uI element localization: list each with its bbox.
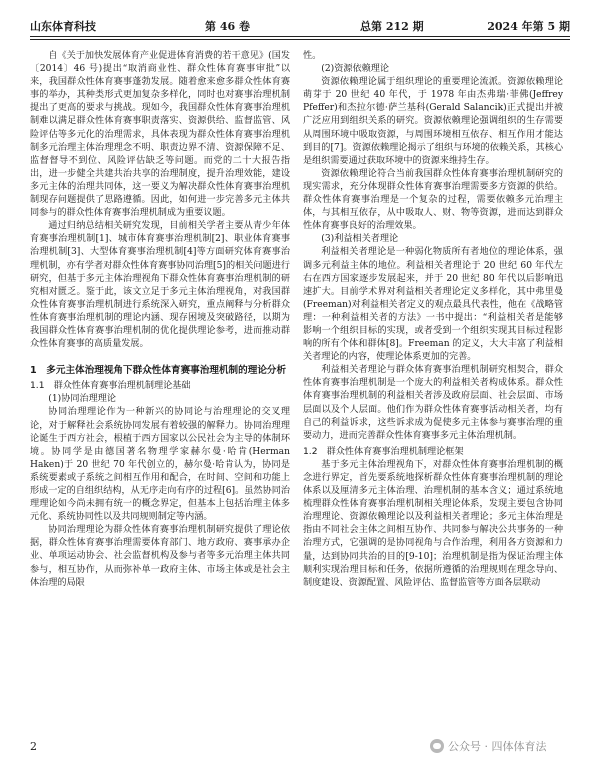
- paragraph: 自《关于加快发展体育产业促进体育消费的若干意见》(国发〔2014〕46 号)提出“取消商业性、群众性体育赛事审批”以来，我国群众性体育赛事蓬勃发展。随着愈来愈多群众性体育赛事的举办，其种类形式更加复杂多样化，同时也对赛事治理机制提出了更高的要求与挑战。现如今，我国群众性体育赛事治理机制难以满足群众性体育赛事职责落实、资源供给、监督监管、风险评估等多元化的治理需求，具体表现为群众性体育赛事治理机制多元治理主体治理理念不明、职责边界不清、资源保障不足、监督督导不到位、风险评估缺乏等问题。而党的二十大报告指出，进一步健全共建共治共享的治理制度，提升治理效能，建设多元主体的治理共同体，这一要义为解决群众性体育赛事治理机制现存问题提供了思路遵循。因此，如何进一步完善多元主体共同参与的群众性体育赛事治理机制成为重要议题。: [30, 51, 290, 219]
- running-header: [30, 12, 570, 32]
- paragraph: 资源依赖理论符合当前我国群众性体育赛事治理机制研究的现实需求，充分体现群众性体育赛事治理需要多方资源的供给。群众性体育赛事治理是一个复杂的过程，需要依赖多元治理主体，与其相互依存，从中吸取人、财、物等资源，进而达到群众性体育赛事良好的治理效果。: [303, 168, 563, 232]
- subsection-heading: 1.2 群众性体育赛事治理机制理论框架: [303, 446, 464, 457]
- paragraph: 协同治理理论为群众性体育赛事治理机制研究提供了理论依据，群众性体育赛事治理需要体育部门、地方政府、赛事承办企业、单项运动协会、社会监督机构及参与者等多元治理主体共同参与，相互协作，从而弥补单一政府主体、市场主体或是社会主体治理的局限: [30, 525, 290, 588]
- issue-label: 2024 年第 5 期: [487, 20, 570, 33]
- wechat-icon: [430, 739, 444, 753]
- right-column: [303, 50, 563, 590]
- header-rule-bottom: [30, 39, 570, 40]
- total-issue-label: 总第 212 期: [360, 20, 424, 33]
- theory-heading: (1)协同治理理论: [48, 394, 116, 405]
- theory-heading: (2)资源依赖理论: [321, 64, 389, 75]
- journal-name: 山东体育科技: [30, 20, 96, 33]
- paragraph: 基于多元主体治理视角下，对群众性体育赛事治理机制的概念进行界定，首先要系统地探析群众性体育赛事治理机制的理论体系以及厘清多元主体治理、治理机制的基本含义；通过系统地梳理群众性体育赛事治理机制相关理论体系，发现主要包含协同治理理论、资源依赖理论以及利益相关者理论；多元主体治理是指由不同社会主体之间相互协作、共同参与解决公共事务的一种治理方式，它强调的是协同视角与合作治理，利用各方资源和力量，达到协同共治的目的[9-10]；治理机制是指为保证治理主体顺利实现治理目标和任务，依据所遵循的治理规则在理念导向、制度建设、资源配置、风险评估、监督监管等方面各层联动: [303, 459, 563, 588]
- paragraph: 通过归纳总结相关研究发现，目前相关学者主要从青少年体育赛事治理机制[1]、城市体育赛事治理机制[2]、职业体育赛事治理机制[3]、大型体育赛事治理机制[4]等方面研究体育赛事治理机制，亦有学者对群众性体育赛事协同治理[5]的相关问题进行研究，但基于多元主体治理视角下群众性体育赛事治理机制的研究相对匮乏。鉴于此，该文立足于多元主体治理视角，对我国群众性体育赛事治理机制进行系统深入研究，重点阐释与分析群众性体育赛事治理机制的理论内涵、现存困境及突破路径，以期为我国群众性体育赛事治理机制的优化提供理论参考，进而推动群众性体育赛事的高质量发展。: [30, 221, 290, 350]
- paragraph: 性。: [303, 51, 322, 61]
- left-column: [30, 50, 290, 590]
- theory-heading: (3)利益相关者理论: [321, 234, 399, 245]
- header-rule-top: [30, 36, 570, 37]
- paragraph: 利益相关者理论与群众体育赛事治理机制研究相契合，群众性体育赛事治理机制是一个庞大的利益相关者构成体系。群众性体育赛事治理机制的利益相关者涉及政府层面、社会层面、市场层面以及个人层面。他们作为群众性体育赛事活动相关者，均有自己的利益诉求，这些诉求成为促使多元主体参与赛事治理的重要动力，进而完善群众性体育赛事多元主体治理机制。: [303, 365, 563, 441]
- page-number: 2: [30, 740, 37, 753]
- subsection-heading: 1.1 群众性体育赛事治理机制理论基础: [30, 381, 191, 392]
- volume-label: 第 46 卷: [205, 20, 250, 33]
- paragraph: 资源依赖理论属于组织理论的重要理论流派。资源依赖理论萌芽于 20 世纪 40 年代，于 1978 年由杰弗瑞·菲佛(Jeffrey Pfeffer)和杰拉尔德·萨兰基科(Gerald Salancik)正式提出并被广泛应用到组织关系的研究。资源依赖理论强调组织的生存需要从周围环境中吸取资源，与周围环境相互依存、相互作用才能达到目的[7]。资源依赖理论揭示了组织与环境的依赖关系，其核心是组织需要通过获取环境中的资源来维持生存。: [303, 77, 563, 166]
- watermark-text: 公众号 · 四体体育法: [448, 740, 547, 753]
- paragraph: 协同治理理论作为一种新兴的协同论与治理理论的交叉理论，对于解释社会系统协同发展有着较强的解释力。协同治理理论诞生于西方社会，根植于西方国家以公民社会为主导的体制环境。协同学是由德国著名物理学家赫尔曼·哈肯(Herman Haken)于 20 世纪 70 年代创立的，赫尔曼·哈肯认为，协同是系统要素或子系统之间相互作用和配合，在时间、空间和功能上形成一定的自组织结构，从无序走向有序的过程[6]。虽然协同治理理论如今尚未拥有统一的概念界定，但基本上包括治理主体多元化、系统协同性以及共同规则制定等内涵。: [30, 407, 290, 523]
- watermark: [430, 738, 547, 754]
- section-gap: [30, 351, 290, 358]
- paragraph: 利益相关者理论是一种弱化物质所有者地位的理论体系，强调多元利益主体的地位。利益相关者理论于 20 世纪 60 年代左右在西方国家逐步发展起来，并于 20 世纪 80 年代以后影响迅速扩大。目前学术界对利益相关者理论定义多样化，其中弗里曼(Freeman)对利益相关者定义的观点最具代表性，他在《战略管理：一种利益相关者的方法》一书中提出：“利益相关者是能够影响一个组织目标的实现，或者受到一个组织实现其目标过程影响的所有个体和群体[8]。Freeman 的定义，大大丰富了利益相关者理论的内容，使理论体系更加的完善。: [303, 247, 563, 363]
- section-heading: 1 多元主体治理视角下群众性体育赛事治理机制的理论分析: [30, 365, 287, 377]
